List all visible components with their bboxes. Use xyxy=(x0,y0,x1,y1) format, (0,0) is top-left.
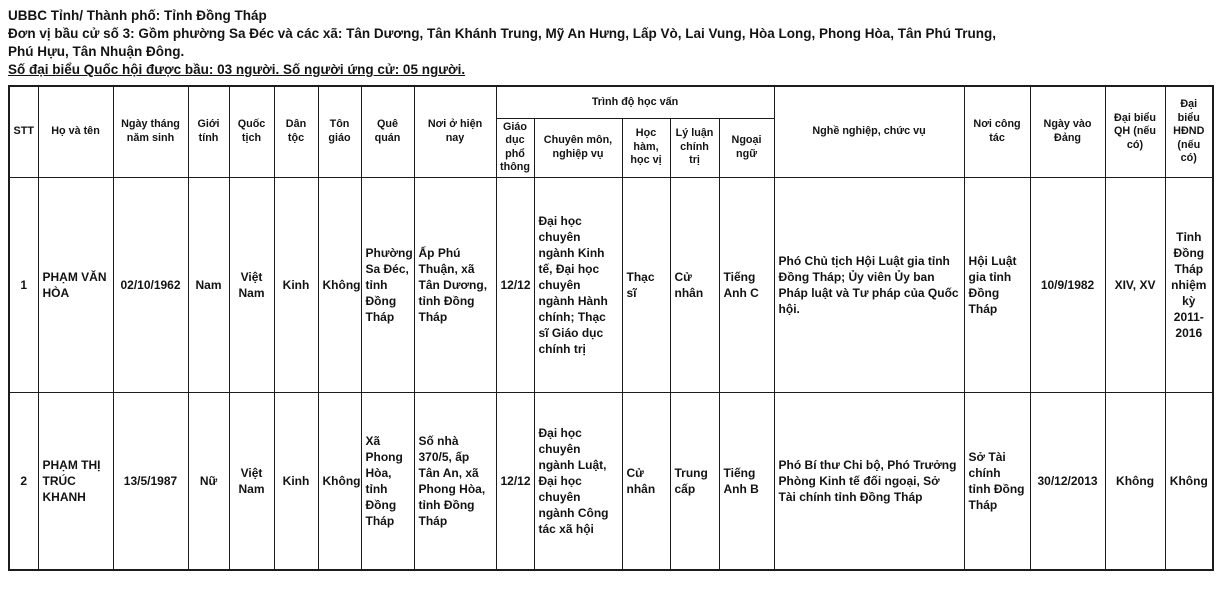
table-cell: Phó Bí thư Chi bộ, Phó Trưởng Phòng Kinh tế đối ngoại, Sở Tài chính tỉnh Đồng Tháp xyxy=(774,392,964,570)
col-header-noi-cong-tac: Nơi công tác xyxy=(964,86,1030,177)
col-header-ngay-sinh: Ngày tháng năm sinh xyxy=(113,86,188,177)
table-row xyxy=(9,177,1213,392)
table-cell: Phường Sa Đéc, tỉnh Đồng Tháp xyxy=(361,177,414,392)
table-cell: Tiếng Anh C xyxy=(719,177,774,392)
table-cell: Việt Nam xyxy=(229,177,274,392)
col-header-ly-luan-chinh-tri: Lý luận chính trị xyxy=(670,118,719,177)
table-cell: Sở Tài chính tỉnh Đồng Tháp xyxy=(964,392,1030,570)
table-cell: Ấp Phú Thuận, xã Tân Dương, tỉnh Đồng Tháp xyxy=(414,177,496,392)
candidates-table xyxy=(8,85,1214,571)
table-body xyxy=(9,177,1213,570)
table-cell: Số nhà 370/5, ấp Tân An, xã Phong Hòa, tỉnh Đồng Tháp xyxy=(414,392,496,570)
table-cell: Thạc sĩ xyxy=(622,177,670,392)
table-cell: 2 xyxy=(9,392,38,570)
table-cell: Đại học chuyên ngành Luật, Đại học chuyên ngành Công tác xã hội xyxy=(534,392,622,570)
col-header-giao-duc-pho-thong: Giáo dục phổ thông xyxy=(496,118,534,177)
col-header-chuyen-mon: Chuyên môn, nghiệp vụ xyxy=(534,118,622,177)
col-header-gioi-tinh: Giới tính xyxy=(188,86,229,177)
table-cell: Tỉnh Đồng Tháp nhiệm kỳ 2011-2016 xyxy=(1165,177,1213,392)
table-cell: Tiếng Anh B xyxy=(719,392,774,570)
table-cell: 30/12/2013 xyxy=(1030,392,1105,570)
table-cell: XIV, XV xyxy=(1105,177,1165,392)
table-cell: 02/10/1962 xyxy=(113,177,188,392)
col-header-ngay-vao-dang: Ngày vào Đảng xyxy=(1030,86,1105,177)
col-header-quoc-tich: Quốc tịch xyxy=(229,86,274,177)
table-cell: Phó Chủ tịch Hội Luật gia tỉnh Đồng Tháp; Ủy viên Ủy ban Pháp luật và Tư pháp của Quốc hội. xyxy=(774,177,964,392)
col-group-trinh-do-hoc-van: Trình độ học vấn xyxy=(496,86,774,118)
col-header-noi-o-hien-nay: Nơi ở hiện nay xyxy=(414,86,496,177)
table-cell: 12/12 xyxy=(496,392,534,570)
ubbc-title-line: UBBC Tỉnh/ Thành phố: Tỉnh Đồng Tháp xyxy=(8,8,267,23)
table-cell: Cử nhân xyxy=(670,177,719,392)
table-cell: 12/12 xyxy=(496,177,534,392)
table-cell: Không xyxy=(1105,392,1165,570)
table-cell: PHẠM VĂN HÒA xyxy=(38,177,113,392)
col-header-ton-giao: Tôn giáo xyxy=(318,86,361,177)
table-row xyxy=(9,392,1213,570)
table-cell: Kinh xyxy=(274,177,318,392)
delegate-count-line: Số đại biểu Quốc hội được bầu: 03 người. Số người ứng cử: 05 người. xyxy=(8,62,466,77)
table-cell: Đại học chuyên ngành Kinh tế, Đại học chuyên ngành Hành chính; Thạc sĩ Giáo dục chính trị xyxy=(534,177,622,392)
election-unit-line-2: Phú Hựu, Tân Nhuận Đông. xyxy=(8,44,185,59)
col-header-nghe-nghiep: Nghề nghiệp, chức vụ xyxy=(774,86,964,177)
table-cell: Trung cấp xyxy=(670,392,719,570)
col-header-stt: STT xyxy=(9,86,38,177)
col-header-dai-bieu-qh: Đại biểu QH (nếu có) xyxy=(1105,86,1165,177)
table-cell: Xã Phong Hòa, tỉnh Đồng Tháp xyxy=(361,392,414,570)
table-head xyxy=(9,86,1213,177)
table-cell: Hội Luật gia tỉnh Đồng Tháp xyxy=(964,177,1030,392)
col-header-hoc-ham-hoc-vi: Học hàm, học vị xyxy=(622,118,670,177)
table-cell: Kinh xyxy=(274,392,318,570)
col-header-dai-bieu-hdnd: Đại biểu HĐND (nếu có) xyxy=(1165,86,1213,177)
table-cell: PHẠM THỊ TRÚC KHANH xyxy=(38,392,113,570)
table-cell: 1 xyxy=(9,177,38,392)
table-cell: Nam xyxy=(188,177,229,392)
col-header-que-quan: Quê quán xyxy=(361,86,414,177)
table-cell: Không xyxy=(318,177,361,392)
col-header-ho-va-ten: Họ và tên xyxy=(38,86,113,177)
header-row-top xyxy=(9,86,1213,118)
document-header xyxy=(8,7,1212,79)
table-cell: Nữ xyxy=(188,392,229,570)
col-header-ngoai-ngu: Ngoại ngữ xyxy=(719,118,774,177)
table-cell: Việt Nam xyxy=(229,392,274,570)
col-header-dan-toc: Dân tộc xyxy=(274,86,318,177)
table-cell: Cử nhân xyxy=(622,392,670,570)
table-cell: 13/5/1987 xyxy=(113,392,188,570)
election-unit-line-1: Đơn vị bầu cử số 3: Gồm phường Sa Đéc và các xã: Tân Dương, Tân Khánh Trung, Mỹ An Hưng, Lấp Vò, Lai Vung, Hòa Long, Phong Hòa, Tân Phú Trung, xyxy=(8,26,996,41)
table-cell: Không xyxy=(318,392,361,570)
table-cell: 10/9/1982 xyxy=(1030,177,1105,392)
table-cell: Không xyxy=(1165,392,1213,570)
